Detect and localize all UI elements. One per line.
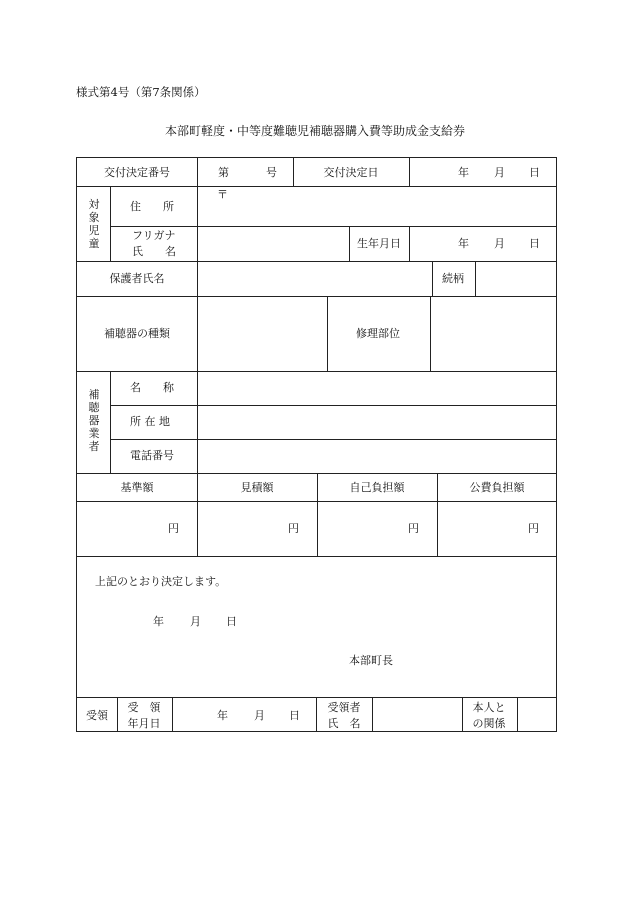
issue-date-year: 年	[458, 166, 469, 179]
receipt-month: 月	[254, 709, 265, 722]
receipt-date-label-2: 年月日	[127, 717, 161, 730]
birth-year: 年	[458, 237, 469, 250]
issue-date-month: 月	[494, 166, 505, 179]
base-amount-label: 基準額	[120, 481, 154, 494]
address-label: 住 所	[130, 200, 174, 213]
mayor-label: 本部町長	[349, 654, 393, 667]
issue-date-label: 交付決定日	[323, 166, 379, 179]
relation-label: 続柄	[442, 272, 464, 285]
issue-date-day: 日	[529, 166, 540, 179]
self-pay-amount-label: 自己負担額	[349, 481, 405, 494]
form-number: 様式第4号（第7条関係）	[76, 85, 206, 99]
birthdate-label: 生年月日	[357, 237, 401, 250]
child-name-label: 氏 名	[132, 245, 176, 258]
target-child-label: 対象児童	[88, 198, 100, 250]
receipt-label: 受領	[86, 709, 108, 722]
issue-number-dai: 第	[218, 166, 229, 179]
public-pay-amount-label: 公費負担額	[469, 481, 525, 494]
form-table	[76, 157, 557, 732]
decision-day: 日	[226, 615, 237, 628]
document-title: 本部町軽度・中等度難聴児補聴器購入費等助成金支給券	[164, 124, 465, 138]
vendor-phone-label: 電話番号	[130, 449, 174, 462]
relationship-label-2: の関係	[472, 717, 506, 730]
decision-text: 上記のとおり決定します。	[95, 575, 227, 588]
vendor-label: 補聴器業者	[88, 388, 100, 453]
vendor-name-label: 名 称	[130, 381, 174, 394]
birth-month: 月	[494, 237, 505, 250]
repair-part-label: 修理部位	[356, 327, 400, 340]
receiver-label-2: 氏 名	[327, 717, 361, 730]
birth-day: 日	[529, 237, 540, 250]
receiver-label-1: 受領者	[327, 701, 361, 714]
decision-year: 年	[153, 615, 164, 628]
estimate-amount-yen: 円	[288, 522, 299, 535]
receipt-day: 日	[289, 709, 300, 722]
vendor-location-label: 所 在 地	[130, 415, 170, 428]
base-amount-yen: 円	[168, 522, 179, 535]
issue-number-label: 交付決定番号	[104, 166, 170, 179]
public-pay-amount-yen: 円	[528, 522, 539, 535]
self-pay-amount-yen: 円	[408, 522, 419, 535]
furigana-label: フリガナ	[132, 229, 176, 242]
receipt-year: 年	[217, 709, 228, 722]
decision-month: 月	[190, 615, 201, 628]
issue-number-go: 号	[266, 166, 277, 179]
guardian-label: 保護者氏名	[109, 272, 165, 285]
postal-mark: 〒	[217, 188, 228, 201]
estimate-amount-label: 見積額	[240, 481, 274, 494]
device-type-label: 補聴器の種類	[104, 327, 170, 340]
receipt-date-label-1: 受 領	[127, 701, 161, 714]
relationship-label-1: 本人と	[472, 701, 506, 714]
